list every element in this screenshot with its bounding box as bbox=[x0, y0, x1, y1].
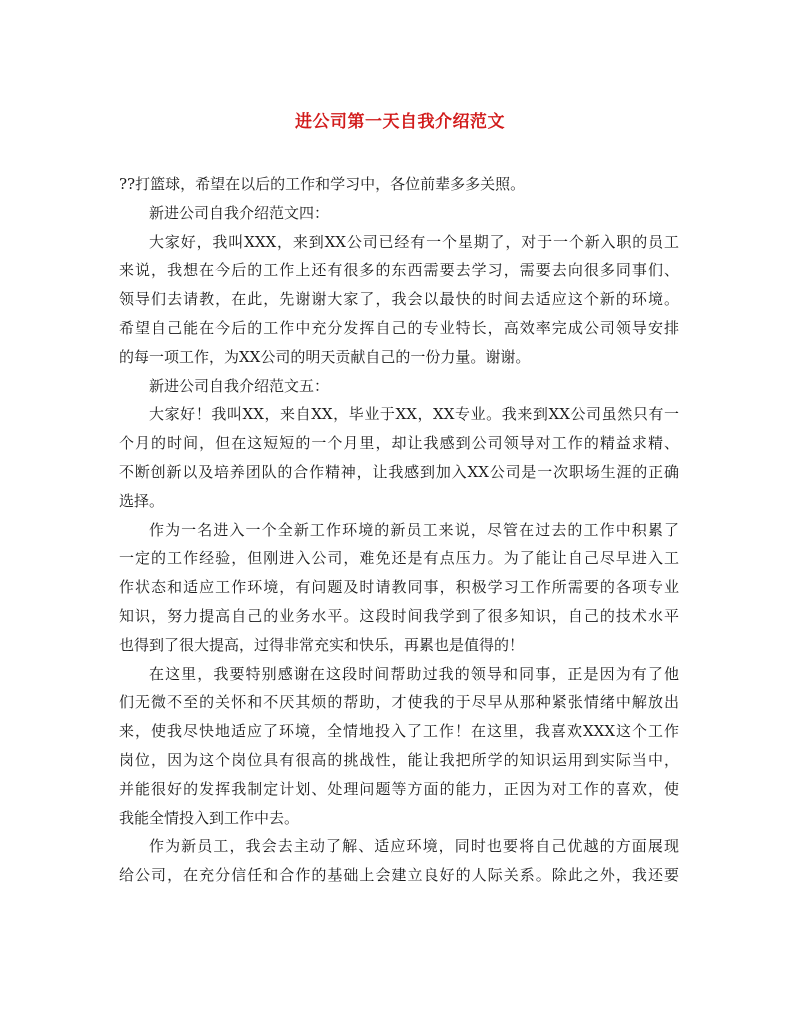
text-line: 一定的工作经验，但刚进入公司，难免还是有点压力。为了能让自己尽早进入工 bbox=[119, 549, 679, 568]
text-line: 作为一名进入一个全新工作环境的新员工来说，尽管在过去的工作中积累了 bbox=[149, 520, 679, 539]
document-body bbox=[119, 170, 679, 890]
text-line: 的每一项工作，为XX公司的明天贡献自己的一份力量。谢谢。 bbox=[119, 347, 531, 366]
text-line: 给公司，在充分信任和合作的基础上会建立良好的人际关系。除此之外，我还要 bbox=[119, 866, 679, 885]
text-line: 来说，我想在今后的工作上还有很多的东西需要去学习，需要去向很多同事们、 bbox=[119, 261, 679, 280]
text-line: 们无微不至的关怀和不厌其烦的帮助，才使我的于尽早从那种紧张情绪中解放出 bbox=[119, 693, 679, 712]
text-line: 领导们去请教，在此，先谢谢大家了，我会以最快的时间去适应这个新的环境。 bbox=[119, 290, 679, 309]
text-line: 大家好，我叫XXX，来到XX公司已经有一个星期了，对于一个新入职的员工 bbox=[149, 232, 679, 251]
text-line: 不断创新以及培养团队的合作精神，让我感到加入XX公司是一次职场生涯的正确 bbox=[119, 462, 679, 481]
section-heading: 新进公司自我介绍范文五： bbox=[149, 376, 330, 395]
text-line: 岗位，因为这个岗位具有很高的挑战性，能让我把所学的知识运用到实际当中， bbox=[119, 750, 679, 769]
text-line: ??打篮球，希望在以后的工作和学习中，各位前辈多多关照。 bbox=[119, 175, 526, 193]
text-line: 知识，努力提高自己的业务水平。这段时间我学到了很多知识，自己的技术水平 bbox=[119, 606, 679, 625]
text-line: 也得到了很大提高，过得非常充实和快乐，再累也是值得的！ bbox=[119, 635, 525, 654]
text-line: 个月的时间，但在这短短的一个月里，却让我感到公司领导对工作的精益求精、 bbox=[119, 434, 679, 453]
section-heading: 新进公司自我介绍范文四： bbox=[149, 203, 330, 222]
text-line: 选择。 bbox=[119, 491, 165, 510]
document-title: 进公司第一天自我介绍范文 bbox=[295, 112, 505, 132]
text-line: 来，使我尽快地适应了环境，全情地投入了工作！在这里，我喜欢XXX这个工作 bbox=[119, 722, 679, 741]
text-line: 大家好！我叫XX，来自XX，毕业于XX，XX专业。我来到XX公司虽然只有一 bbox=[149, 405, 679, 424]
text-line: 希望自己能在今后的工作中充分发挥自己的专业特长，高效率完成公司领导安排 bbox=[119, 318, 679, 337]
text-line: 作状态和适应工作环境，有问题及时请教同事，积极学习工作所需要的各项专业 bbox=[119, 578, 679, 597]
text-line: 在这里，我要特别感谢在这段时间帮助过我的领导和同事，正是因为有了他 bbox=[149, 664, 679, 683]
text-line: 并能很好的发挥我制定计划、处理问题等方面的能力，正因为对工作的喜欢，使 bbox=[119, 779, 679, 798]
text-line: 作为新员工，我会去主动了解、适应环境，同时也要将自己优越的方面展现 bbox=[149, 837, 679, 856]
text-line: 我能全情投入到工作中去。 bbox=[119, 808, 300, 827]
